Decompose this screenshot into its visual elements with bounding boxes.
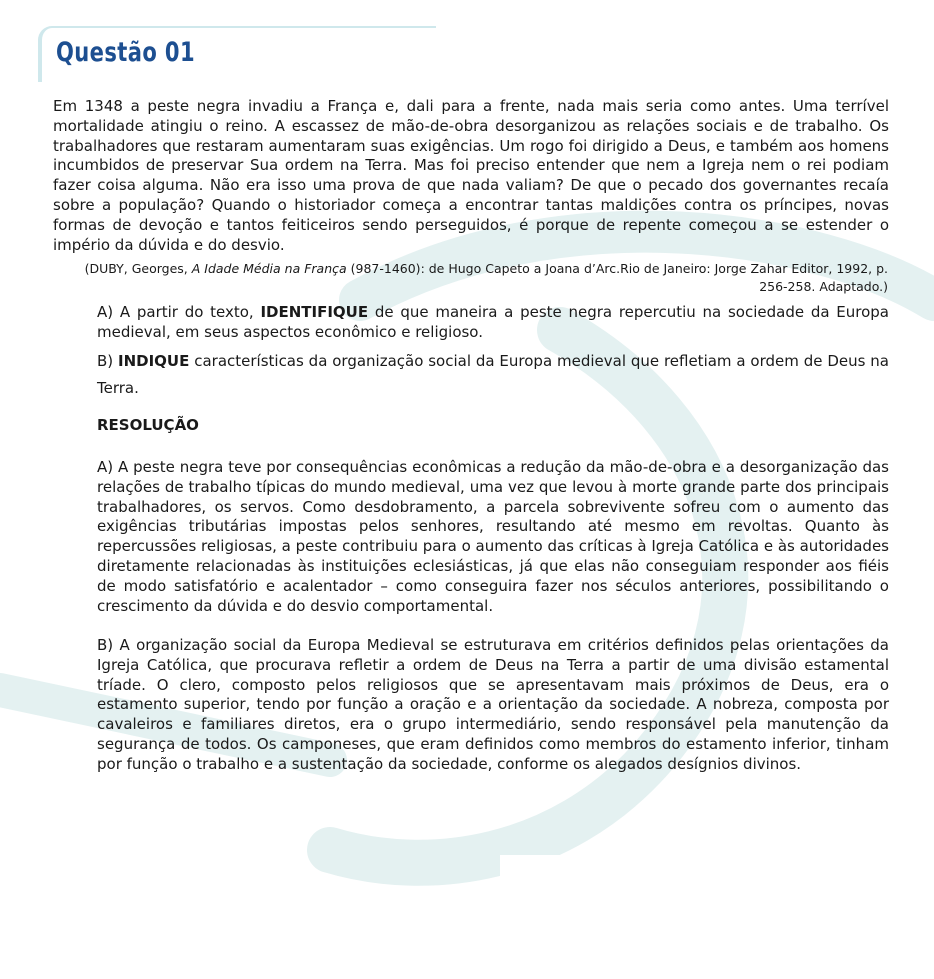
resolution-a: A) A peste negra teve por consequências econômicas a redução da mão-de-obra e a desorganização das relações de trabalho típicas do mundo medieval, uma vez que levou à morte grande parte dos principais trabalhadores, os servos. Como desdobramento, a parcela sobrevivente sofreu com o aumento das exigências tributárias impostas pelos senhores, resultando até mesmo em revoltas. Quanto às repercussões religiosas, a peste contribuiu para o aumento das críticas à Igreja Católica e às autoridades diretamente relacionadas às instituições eclesiásticas, já que elas não conseguiam responder aos fiéis de modo satisfatório e acalentador – como conseguira fazer nos séculos anteriores, possibilitando o crescimento da dúvida e do desvio comportamental. <box>97 458 889 615</box>
question-a-prefix: A) A partir do texto, <box>97 303 261 321</box>
question-b-prefix: B) <box>97 352 118 370</box>
question-a <box>97 303 889 343</box>
source-citation <box>80 260 888 296</box>
citation-suffix: (987-1460): de Hugo Capeto a Joana d’Arc.Rio de Janeiro: Jorge Zahar Editor, 1992, p. 256-258. Adaptado.) <box>346 261 888 294</box>
question-b <box>97 348 889 402</box>
question-a-keyword: IDENTIFIQUE <box>260 303 369 321</box>
question-b-text: características da organização social da Europa medieval que refletiam a ordem de Deus na Terra. <box>97 352 889 397</box>
resolution-title: RESOLUÇÃO <box>97 416 199 434</box>
question-header <box>38 26 436 82</box>
resolution-b: B) A organização social da Europa Medieval se estruturava em critérios definidos pelas orientações da Igreja Católica, que procurava refletir a ordem de Deus na Terra a partir de uma divisão estamental tríade. O clero, composto pelos religiosos que se apresentavam mais próximos de Deus, era o estamento superior, tendo por função a oração e a orientação da sociedade. A nobreza, composta por cavaleiros e familiares diretos, era o grupo intermediário, sendo responsável pela manutenção da segurança de todos. Os camponeses, que eram definidos como membros do estamento inferior, tinham por função o trabalho e a sustentação da sociedade, conforme os alegados desígnios divinos. <box>97 636 889 773</box>
citation-book-title: A Idade Média na França <box>191 261 347 276</box>
intro-paragraph: Em 1348 a peste negra invadiu a França e, dali para a frente, nada mais seria como antes. Uma terrível mortalidade atingiu o reino. A escassez de mão-de-obra desorganizou as relações sociais e de trabalho. Os trabalhadores que restaram aumentaram suas exigências. Um rogo foi dirigido a Deus, e também aos homens incumbidos de preservar Sua ordem na Terra. Mas foi preciso entender que nem a Igreja nem o rei podiam fazer coisa alguma. Não era isso uma prova de que nada valiam? De que o pecado dos governantes recaía sobre a população? Quando o historiador começa a encontrar tantas maldições contra os príncipes, novas formas de devoção e tantos feiticeiros sendo perseguidos, é porque de repente começou a se estender o império da dúvida e do desvio. <box>53 97 889 254</box>
question-a-text: de que maneira a peste negra repercutiu na sociedade da Europa medieval, em seus aspectos econômico e religioso. <box>97 303 889 341</box>
question-b-keyword: INDIQUE <box>118 352 190 370</box>
citation-prefix: (DUBY, Georges, <box>84 261 192 276</box>
question-title: Questão 01 <box>56 37 196 68</box>
